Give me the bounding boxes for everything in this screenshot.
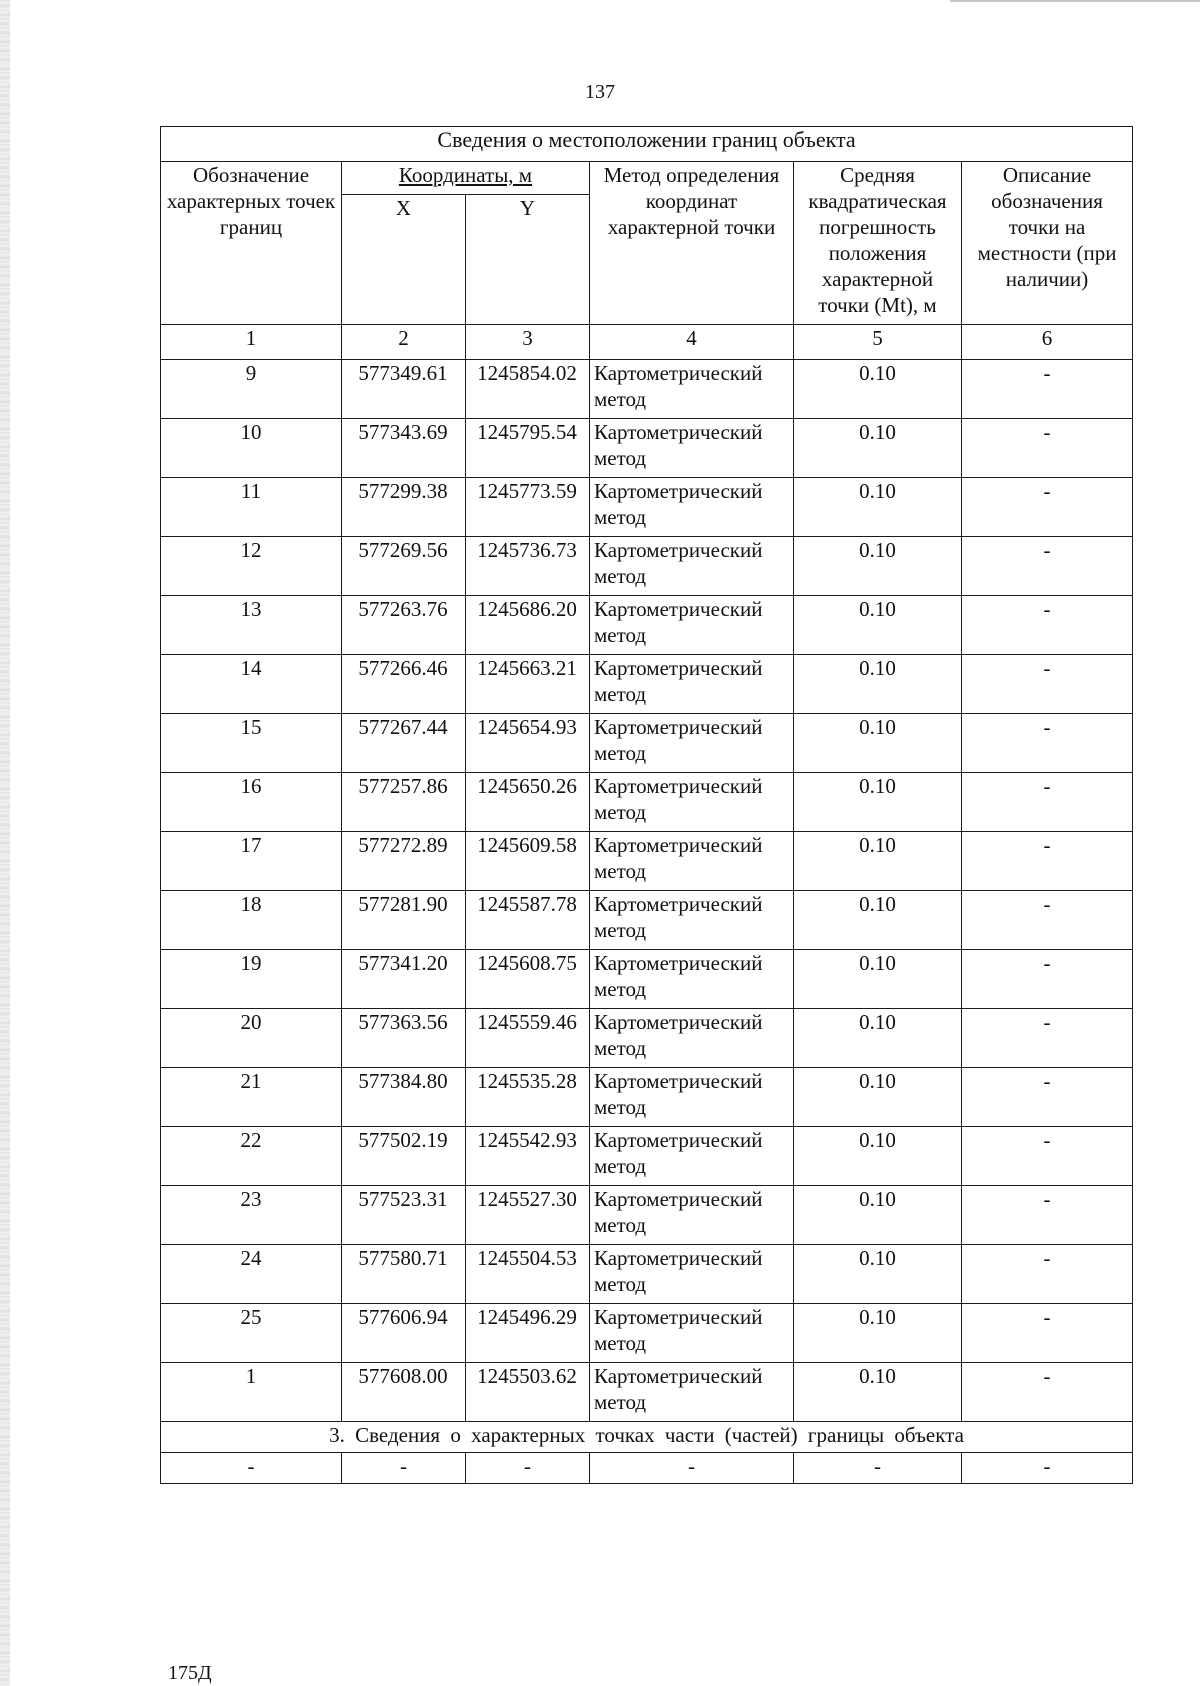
header-description: Описание обозначения точки на местности (при наличии) <box>962 162 1133 325</box>
table-row <box>161 891 1133 950</box>
table-row <box>161 360 1133 419</box>
description-cell: - <box>962 1363 1133 1422</box>
x-coordinate-cell: 577341.20 <box>342 950 466 1009</box>
x-coordinate-cell: 577608.00 <box>342 1363 466 1422</box>
method-cell: Картометрический метод <box>590 1304 794 1363</box>
description-cell: - <box>962 714 1133 773</box>
section-3-value: - <box>342 1453 466 1484</box>
x-coordinate-cell: 577363.56 <box>342 1009 466 1068</box>
error-cell: 0.10 <box>794 1068 962 1127</box>
section-3-values-row <box>161 1453 1133 1484</box>
boundary-coordinates-table <box>160 126 1133 1484</box>
header-error: Средняя квадратическая погрешность положения характерной точки (Mt), м <box>794 162 962 325</box>
y-coordinate-cell: 1245527.30 <box>466 1186 590 1245</box>
y-coordinate-cell: 1245686.20 <box>466 596 590 655</box>
description-cell: - <box>962 1009 1133 1068</box>
table-row <box>161 537 1133 596</box>
point-designation-cell: 11 <box>161 478 342 537</box>
description-cell: - <box>962 1068 1133 1127</box>
point-designation-cell: 22 <box>161 1127 342 1186</box>
error-cell: 0.10 <box>794 537 962 596</box>
document-code: 175Д <box>168 1662 212 1684</box>
method-cell: Картометрический метод <box>590 655 794 714</box>
x-coordinate-cell: 577263.76 <box>342 596 466 655</box>
y-coordinate-cell: 1245496.29 <box>466 1304 590 1363</box>
table-row <box>161 478 1133 537</box>
table-row <box>161 1186 1133 1245</box>
error-cell: 0.10 <box>794 1304 962 1363</box>
point-designation-cell: 16 <box>161 773 342 832</box>
table-row <box>161 1009 1133 1068</box>
y-coordinate-cell: 1245609.58 <box>466 832 590 891</box>
error-cell: 0.10 <box>794 1363 962 1422</box>
point-designation-cell: 9 <box>161 360 342 419</box>
column-number: 2 <box>342 325 466 360</box>
x-coordinate-cell: 577299.38 <box>342 478 466 537</box>
page-number: 137 <box>585 81 615 103</box>
error-cell: 0.10 <box>794 1186 962 1245</box>
table-row <box>161 1127 1133 1186</box>
x-coordinate-cell: 577580.71 <box>342 1245 466 1304</box>
method-cell: Картометрический метод <box>590 1245 794 1304</box>
point-designation-cell: 21 <box>161 1068 342 1127</box>
column-number-row <box>161 325 1133 360</box>
description-cell: - <box>962 891 1133 950</box>
method-cell: Картометрический метод <box>590 419 794 478</box>
description-cell: - <box>962 1304 1133 1363</box>
error-cell: 0.10 <box>794 950 962 1009</box>
x-coordinate-cell: 577267.44 <box>342 714 466 773</box>
y-coordinate-cell: 1245503.62 <box>466 1363 590 1422</box>
section-3-value: - <box>590 1453 794 1484</box>
method-cell: Картометрический метод <box>590 891 794 950</box>
section-3-value: - <box>962 1453 1133 1484</box>
description-cell: - <box>962 419 1133 478</box>
column-number: 4 <box>590 325 794 360</box>
column-number: 1 <box>161 325 342 360</box>
y-coordinate-cell: 1245773.59 <box>466 478 590 537</box>
x-coordinate-cell: 577257.86 <box>342 773 466 832</box>
method-cell: Картометрический метод <box>590 1363 794 1422</box>
header-x: X <box>342 195 466 325</box>
method-cell: Картометрический метод <box>590 950 794 1009</box>
error-cell: 0.10 <box>794 891 962 950</box>
error-cell: 0.10 <box>794 419 962 478</box>
y-coordinate-cell: 1245535.28 <box>466 1068 590 1127</box>
point-designation-cell: 17 <box>161 832 342 891</box>
point-designation-cell: 24 <box>161 1245 342 1304</box>
error-cell: 0.10 <box>794 596 962 655</box>
header-row-top <box>161 162 1133 195</box>
method-cell: Картометрический метод <box>590 537 794 596</box>
error-cell: 0.10 <box>794 714 962 773</box>
y-coordinate-cell: 1245854.02 <box>466 360 590 419</box>
point-designation-cell: 13 <box>161 596 342 655</box>
section-3-value: - <box>161 1453 342 1484</box>
y-coordinate-cell: 1245504.53 <box>466 1245 590 1304</box>
x-coordinate-cell: 577281.90 <box>342 891 466 950</box>
error-cell: 0.10 <box>794 478 962 537</box>
x-coordinate-cell: 577502.19 <box>342 1127 466 1186</box>
x-coordinate-cell: 577269.56 <box>342 537 466 596</box>
method-cell: Картометрический метод <box>590 714 794 773</box>
description-cell: - <box>962 655 1133 714</box>
point-designation-cell: 15 <box>161 714 342 773</box>
table-row <box>161 950 1133 1009</box>
error-cell: 0.10 <box>794 832 962 891</box>
table-row <box>161 1245 1133 1304</box>
description-cell: - <box>962 478 1133 537</box>
description-cell: - <box>962 596 1133 655</box>
table-row <box>161 1068 1133 1127</box>
table-row <box>161 655 1133 714</box>
description-cell: - <box>962 950 1133 1009</box>
description-cell: - <box>962 1186 1133 1245</box>
point-designation-cell: 18 <box>161 891 342 950</box>
y-coordinate-cell: 1245542.93 <box>466 1127 590 1186</box>
method-cell: Картометрический метод <box>590 596 794 655</box>
x-coordinate-cell: 577606.94 <box>342 1304 466 1363</box>
error-cell: 0.10 <box>794 655 962 714</box>
point-designation-cell: 12 <box>161 537 342 596</box>
table-row <box>161 1363 1133 1422</box>
description-cell: - <box>962 537 1133 596</box>
table-title: Сведения о местоположении границ объекта <box>161 127 1133 162</box>
point-designation-cell: 25 <box>161 1304 342 1363</box>
point-designation-cell: 23 <box>161 1186 342 1245</box>
method-cell: Картометрический метод <box>590 478 794 537</box>
table-row <box>161 596 1133 655</box>
scan-edge <box>0 0 10 1686</box>
error-cell: 0.10 <box>794 773 962 832</box>
header-method: Метод определения координат характерной точки <box>590 162 794 325</box>
section-3-title: 3. Сведения о характерных точках части (частей) границы объекта <box>161 1422 1133 1453</box>
column-number: 5 <box>794 325 962 360</box>
x-coordinate-cell: 577266.46 <box>342 655 466 714</box>
table-title-row <box>161 127 1133 162</box>
point-designation-cell: 14 <box>161 655 342 714</box>
table-row <box>161 773 1133 832</box>
point-designation-cell: 20 <box>161 1009 342 1068</box>
header-coordinates-label: Координаты, м <box>398 163 533 187</box>
y-coordinate-cell: 1245587.78 <box>466 891 590 950</box>
method-cell: Картометрический метод <box>590 1009 794 1068</box>
table-row <box>161 419 1133 478</box>
description-cell: - <box>962 832 1133 891</box>
x-coordinate-cell: 577343.69 <box>342 419 466 478</box>
y-coordinate-cell: 1245663.21 <box>466 655 590 714</box>
method-cell: Картометрический метод <box>590 360 794 419</box>
error-cell: 0.10 <box>794 1009 962 1068</box>
table-row <box>161 832 1133 891</box>
header-coordinates <box>342 162 590 195</box>
point-designation-cell: 1 <box>161 1363 342 1422</box>
header-y: Y <box>466 195 590 325</box>
x-coordinate-cell: 577384.80 <box>342 1068 466 1127</box>
x-coordinate-cell: 577349.61 <box>342 360 466 419</box>
table-row <box>161 714 1133 773</box>
description-cell: - <box>962 360 1133 419</box>
description-cell: - <box>962 1127 1133 1186</box>
method-cell: Картометрический метод <box>590 773 794 832</box>
method-cell: Картометрический метод <box>590 1068 794 1127</box>
method-cell: Картометрический метод <box>590 1127 794 1186</box>
point-designation-cell: 10 <box>161 419 342 478</box>
method-cell: Картометрический метод <box>590 1186 794 1245</box>
y-coordinate-cell: 1245608.75 <box>466 950 590 1009</box>
section-3-value: - <box>466 1453 590 1484</box>
column-number: 3 <box>466 325 590 360</box>
description-cell: - <box>962 1245 1133 1304</box>
y-coordinate-cell: 1245650.26 <box>466 773 590 832</box>
point-designation-cell: 19 <box>161 950 342 1009</box>
header-designation: Обозначение характерных точек границ <box>161 162 342 325</box>
column-number: 6 <box>962 325 1133 360</box>
y-coordinate-cell: 1245559.46 <box>466 1009 590 1068</box>
y-coordinate-cell: 1245654.93 <box>466 714 590 773</box>
method-cell: Картометрический метод <box>590 832 794 891</box>
y-coordinate-cell: 1245736.73 <box>466 537 590 596</box>
x-coordinate-cell: 577272.89 <box>342 832 466 891</box>
section-3-row <box>161 1422 1133 1453</box>
section-3-value: - <box>794 1453 962 1484</box>
table-row <box>161 1304 1133 1363</box>
error-cell: 0.10 <box>794 1245 962 1304</box>
y-coordinate-cell: 1245795.54 <box>466 419 590 478</box>
error-cell: 0.10 <box>794 360 962 419</box>
scan-top-line <box>950 0 1200 2</box>
x-coordinate-cell: 577523.31 <box>342 1186 466 1245</box>
description-cell: - <box>962 773 1133 832</box>
error-cell: 0.10 <box>794 1127 962 1186</box>
